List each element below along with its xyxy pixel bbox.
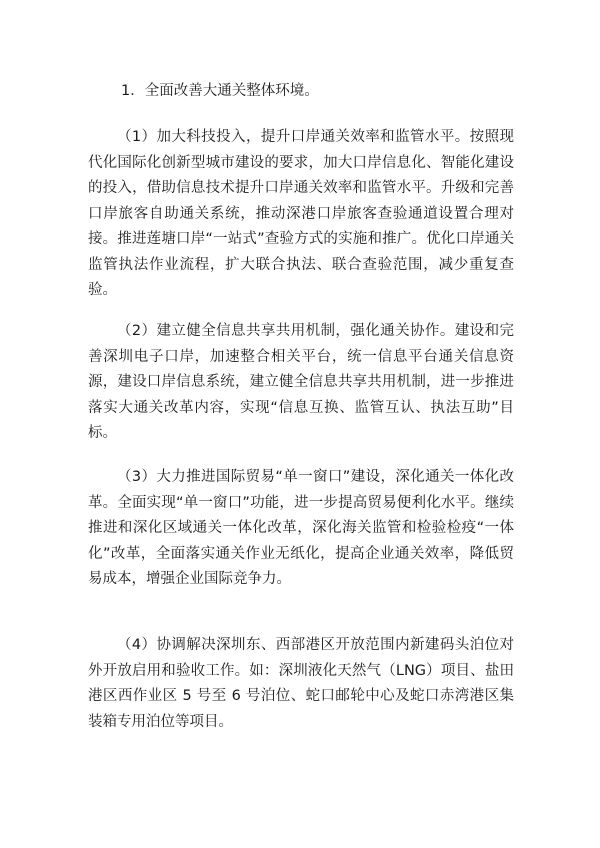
paragraph-4: （4）协调解决深圳东、西部港区开放范围内新建码头泊位对外开放启用和验收工作。如：深圳液化天然气（LNG）项目、盐田港区西作业区 5 号至 6 号泊位、蛇口邮轮中心及蛇口赤湾港区集装箱专用泊位等项目。 bbox=[88, 637, 514, 730]
section-heading: 1．全面改善大通关整体环境。 bbox=[121, 83, 319, 99]
paragraph-2: （2）建立健全信息共享共用机制，强化通关协作。建设和完善深圳电子口岸，加速整合相关平台，统一信息平台通关信息资源，建设口岸信息系统，建立健全信息共享共用机制，进一步推进落实大通关改革内容，实现“信息互换、监管互认、执法互助”目标。 bbox=[88, 323, 514, 441]
paragraph-3: （3）大力推进国际贸易“单一窗口”建设，深化通关一体化改革。全面实现“单一窗口”功能，进一步提高贸易便利化水平。继续推进和深化区域通关一体化改革，深化海关监管和检验检疫“一体化”改革，全面落实通关作业无纸化，提高企业通关效率，降低贸易成本，增强企业国际竞争力。 bbox=[88, 469, 514, 587]
paragraph-1: （1）加大科技投入，提升口岸通关效率和监管水平。按照现代化国际化创新型城市建设的要求，加大口岸信息化、智能化建设的投入，借助信息技术提升口岸通关效率和监管水平。升级和完善口岸旅客自助通关系统，推动深港口岸旅客查验通道设置合理对接。推进莲塘口岸“一站式”查验方式的实施和推广。优化口岸通关监管执法作业流程，扩大联合执法、联合查验范围，减少重复查验。 bbox=[88, 129, 514, 298]
